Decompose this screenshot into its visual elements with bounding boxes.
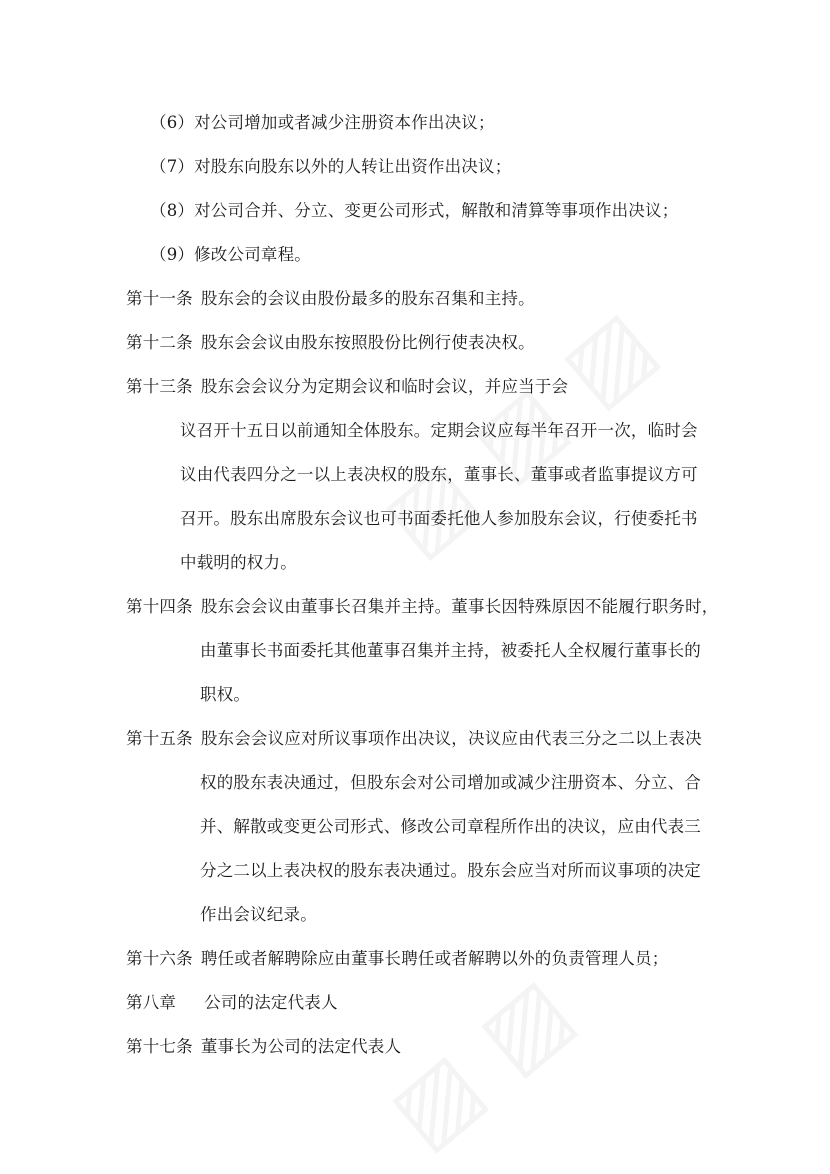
article-continuation: 召开。股东出席股东会议也可书面委托他人参加股东会议，行使委托书	[180, 509, 698, 528]
article-text: 股东会会议分为定期会议和临时会议，并应当于会	[200, 377, 569, 396]
list-item: （9）修改公司章程。	[150, 245, 311, 264]
article-17	[126, 1035, 401, 1059]
article-14	[126, 595, 719, 619]
article-continuation: 由董事长书面委托其他董事召集并主持，被委托人全权履行董事长的	[200, 641, 701, 660]
article-continuation: 权的股东表决通过，但股东会对公司增加或减少注册资本、分立、合	[200, 773, 701, 792]
article-number: 第十三条	[126, 377, 193, 396]
article-continuation: 职权。	[200, 685, 251, 704]
article-number: 第十一条	[126, 289, 193, 308]
article-number: 第十七条	[126, 1037, 193, 1056]
article-11	[126, 287, 535, 311]
article-12	[126, 331, 535, 355]
watermark	[370, 958, 592, 1168]
article-text: 股东会会议由股东按照股份比例行使表决权。	[200, 333, 535, 352]
article-number: 第十六条	[126, 949, 193, 968]
article-continuation: 议召开十五日以前通知全体股东。定期会议应每半年召开一次，临时会	[180, 421, 698, 440]
article-text: 股东会的会议由股份最多的股东召集和主持。	[200, 289, 535, 308]
article-continuation: 并、解散或变更公司形式、修改公司章程所作出的决议，应由代表三	[200, 817, 701, 836]
article-15	[126, 727, 702, 751]
article-number: 第十五条	[126, 729, 193, 748]
article-text: 股东会会议由董事长召集并主持。董事长因特殊原因不能履行职务时，	[200, 597, 719, 616]
article-continuation: 议由代表四分之一以上表决权的股东，董事长、董事或者监事提议方可	[180, 465, 698, 484]
article-text: 董事长为公司的法定代表人	[200, 1037, 402, 1056]
article-text: 股东会会议应对所议事项作出决议，决议应由代表三分之二以上表决	[200, 729, 702, 748]
list-item: （7）对股东向股东以外的人转让出资作出决议；	[150, 157, 512, 176]
article-number: 第十四条	[126, 597, 193, 616]
article-continuation: 分之二以上表决权的股东表决通过。股东会应当对所而议事项的决定	[200, 861, 701, 880]
list-item: （6）对公司增加或者减少注册资本作出决议；	[150, 113, 495, 132]
article-text: 聘任或者解聘除应由董事长聘任或者解聘以外的负责管理人员；	[200, 949, 669, 968]
chapter-heading	[126, 991, 338, 1015]
article-13	[126, 375, 568, 399]
article-number: 第十二条	[126, 333, 193, 352]
list-item: （8）对公司合并、分立、变更公司形式，解散和清算等事项作出决议；	[150, 201, 679, 220]
chapter-number: 第八章	[126, 993, 177, 1012]
article-continuation: 中载明的权力。	[180, 553, 297, 572]
article-16	[126, 947, 668, 971]
article-continuation: 作出会议纪录。	[200, 905, 317, 924]
chapter-title: 公司的法定代表人	[204, 993, 338, 1012]
